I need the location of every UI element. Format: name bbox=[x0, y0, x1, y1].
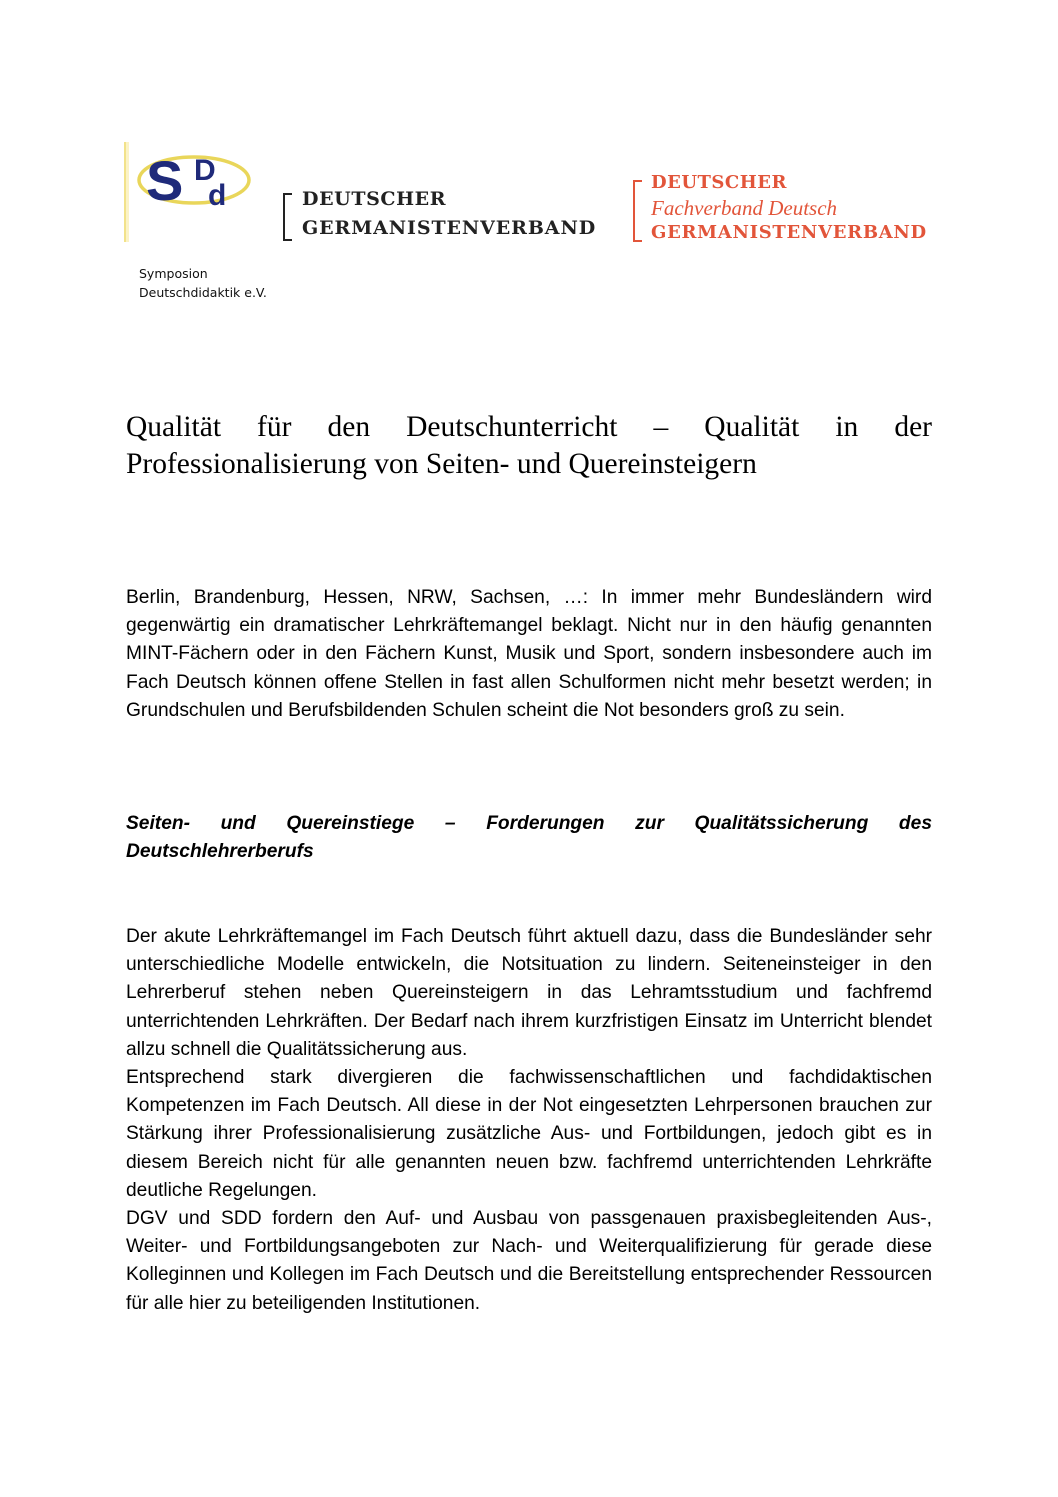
dgv-logo-line1: DEUTSCHER bbox=[302, 188, 447, 210]
sdd-caption-line: Symposion bbox=[139, 266, 208, 281]
document-title: Qualität für den Deutschunterricht – Qualität in der Professionalisierung von Seiten- und Quereinsteigern bbox=[126, 411, 932, 480]
sdd-logo bbox=[124, 142, 254, 242]
intro-paragraph: Berlin, Brandenburg, Hessen, NRW, Sachsen, …: In immer mehr Bundesländern wird gegenwärtig ein dramatischer Lehrkräftemangel beklagt. Nicht nur in den häufig genannten MINT-Fächern oder in den Fächern Kunst, Musik und Sport, sondern insbesondere auch im Fach Deutsch können offene Stellen in fast allen Schulformen nicht mehr besetzt werden; in Grundschulen und Berufsbildenden Schulen scheint die Not besonders groß zu sein. bbox=[126, 587, 932, 721]
body-paragraph: DGV und SDD fordern den Auf- und Ausbau von passgenauen praxisbegleitenden Aus-, Weiter- und Fortbildungsangeboten zur Nach- und Weiterqualifizierung für gerade diese Kolleginnen und Kollegen im Fach Deutsch und die Bereitstellung entsprechender Ressourcen für alle hier zu beteiligenden Institutionen. bbox=[126, 1208, 932, 1314]
fachverband-logo bbox=[633, 172, 938, 244]
fachverband-logo-line2: Fachverband Deutsch bbox=[651, 196, 838, 220]
sdd-letter-d-upper: D bbox=[194, 154, 216, 187]
sdd-letter-d-lower: d bbox=[208, 179, 227, 212]
fachverband-logo-line1: DEUTSCHER bbox=[651, 172, 787, 193]
fachverband-bracket bbox=[633, 180, 642, 242]
dgv-bracket bbox=[283, 193, 292, 241]
sdd-letter-s: S bbox=[146, 149, 184, 212]
dgv-logo bbox=[283, 187, 613, 241]
fachverband-logo-line3: GERMANISTENVERBAND bbox=[651, 222, 927, 243]
body-paragraph: Der akute Lehrkräftemangel im Fach Deutsch führt aktuell dazu, dass die Bundesländer sehr unterschiedliche Modelle entwickeln, die Notsituation zu lindern. Seiteneinsteiger in den Lehrerberuf stehen neben Quereinsteigern in das Lehramtsstudium und fachfremd unterrichtenden Lehrkräften. Der Bedarf nach ihrem kurzfristigen Einsatz im Unterricht blendet allzu schnell die Qualitätssicherung aus. bbox=[126, 926, 932, 1060]
section-heading: Seiten- und Quereinstiege – Forderungen zur Qualitätssicherung des Deutschlehrerberufs bbox=[126, 813, 932, 863]
sdd-caption-line: Deutschdidaktik e.V. bbox=[139, 285, 267, 300]
body-paragraph: Entsprechend stark divergieren die fachwissenschaftlichen und fachdidaktischen Kompetenzen im Fach Deutsch. All diese in der Not eingesetzten Lehrpersonen brauchen zur Stärkung ihrer Professionalisierung zusätzliche Aus- und Fortbildungen, jedoch gibt es in diesem Bereich nicht für alle genannten neuen bzw. fachfremd unterrichtenden Lehrkräfte deutliche Regelungen. bbox=[126, 1067, 932, 1201]
dgv-logo-line2: GERMANISTENVERBAND bbox=[302, 217, 597, 239]
sdd-caption bbox=[139, 264, 267, 302]
